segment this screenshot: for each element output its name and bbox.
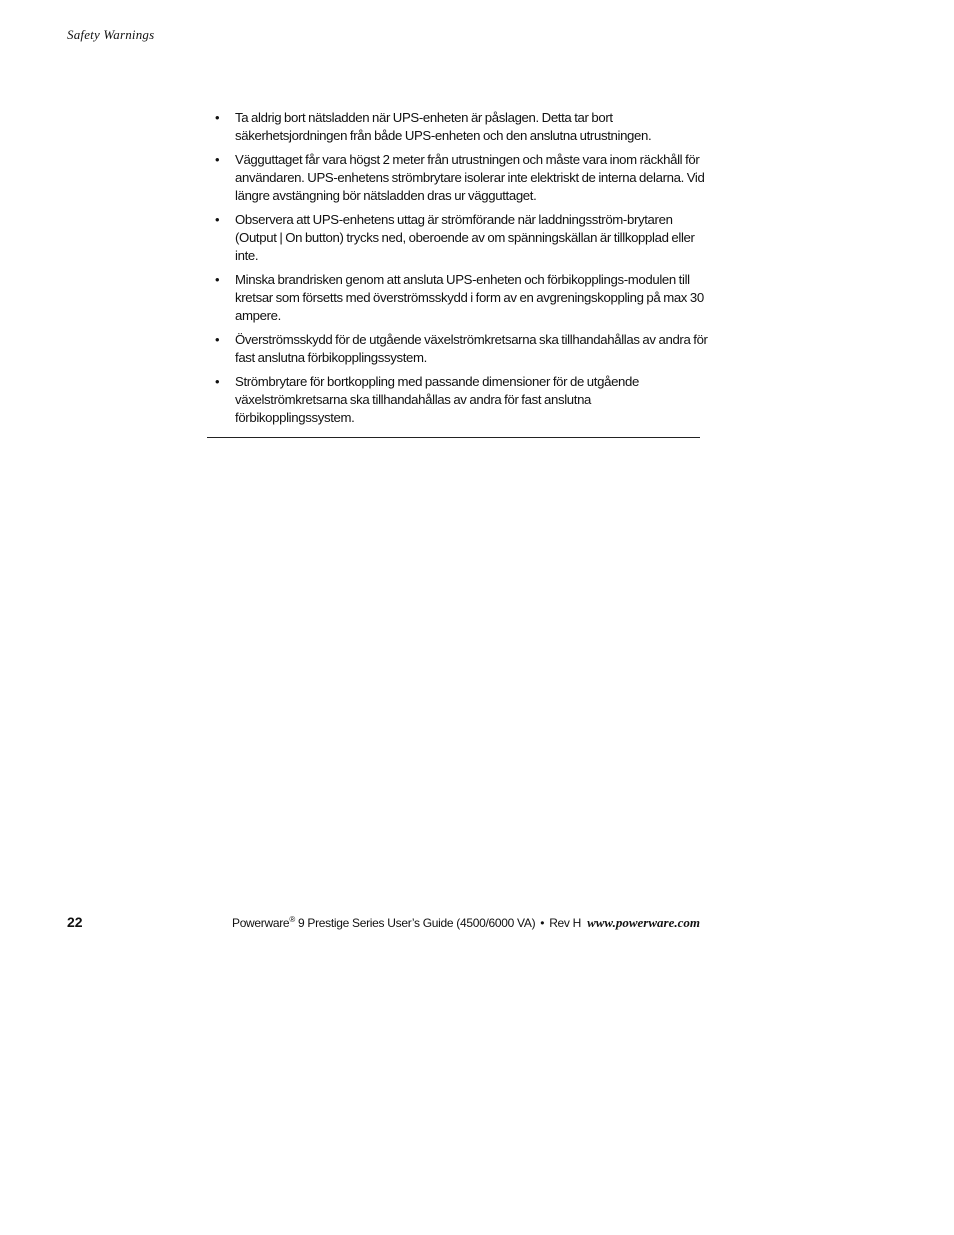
list-item [208, 331, 708, 367]
list-item [208, 373, 708, 427]
footer-revision: Rev H [549, 916, 582, 930]
running-header: Safety Warnings [67, 27, 155, 42]
bullet-icon: • [215, 212, 220, 227]
section-divider [207, 437, 700, 438]
list-item-text: Ta aldrig bort nätsladden när UPS-enheten är påslagen. Detta tar bort säkerhetsjordningen från både UPS-enheten och den anslutna utrustningen. [235, 110, 652, 143]
list-item-text: Överströmsskydd för de utgående växelströmkretsarna ska tillhandahållas av andra för fast anslutna förbikopplingssystem. [235, 332, 708, 365]
bullet-icon: • [215, 152, 220, 167]
footer-guide-title: 9 Prestige Series User’s Guide (4500/6000 VA) [297, 916, 536, 930]
list-item-text: Minska brandrisken genom att ansluta UPS-enheten och förbikopplings-modulen till kretsar som försetts med överströmsskydd i form av en avgreningskoppling på max 30 ampere. [235, 272, 704, 323]
list-item-text: Strömbrytare för bortkoppling med passande dimensioner för de utgående växelströmkretsarna ska tillhandahållas av andra för fast anslutna förbikopplingssystem. [235, 374, 640, 425]
footer-separator: • [540, 916, 545, 930]
list-item-text: Observera att UPS-enhetens uttag är strömförande när laddningsström-brytaren (Output | On button) trycks ned, oberoende av om spänningskällan är tillkopplad eller inte. [235, 212, 695, 263]
page-footer [232, 915, 700, 931]
footer-website-link[interactable]: www.powerware.com [587, 915, 700, 930]
safety-warning-list [208, 109, 708, 433]
list-item [208, 109, 708, 145]
footer-product: Powerware [231, 916, 290, 930]
list-item [208, 211, 708, 265]
bullet-icon: • [215, 374, 220, 389]
page-number: 22 [67, 914, 83, 930]
bullet-icon: • [215, 110, 220, 125]
registered-mark: ® [289, 915, 295, 924]
list-item [208, 271, 708, 325]
list-item-text: Vägguttaget får vara högst 2 meter från utrustningen och måste vara inom räckhåll för användaren. UPS-enhetens strömbrytare isolerar inte elektriskt de interna delarna. Vid längre avstängning bör nätsladden dras ur vägguttaget. [235, 152, 705, 203]
bullet-icon: • [215, 272, 220, 287]
list-item [208, 151, 708, 205]
bullet-icon: • [215, 332, 220, 347]
